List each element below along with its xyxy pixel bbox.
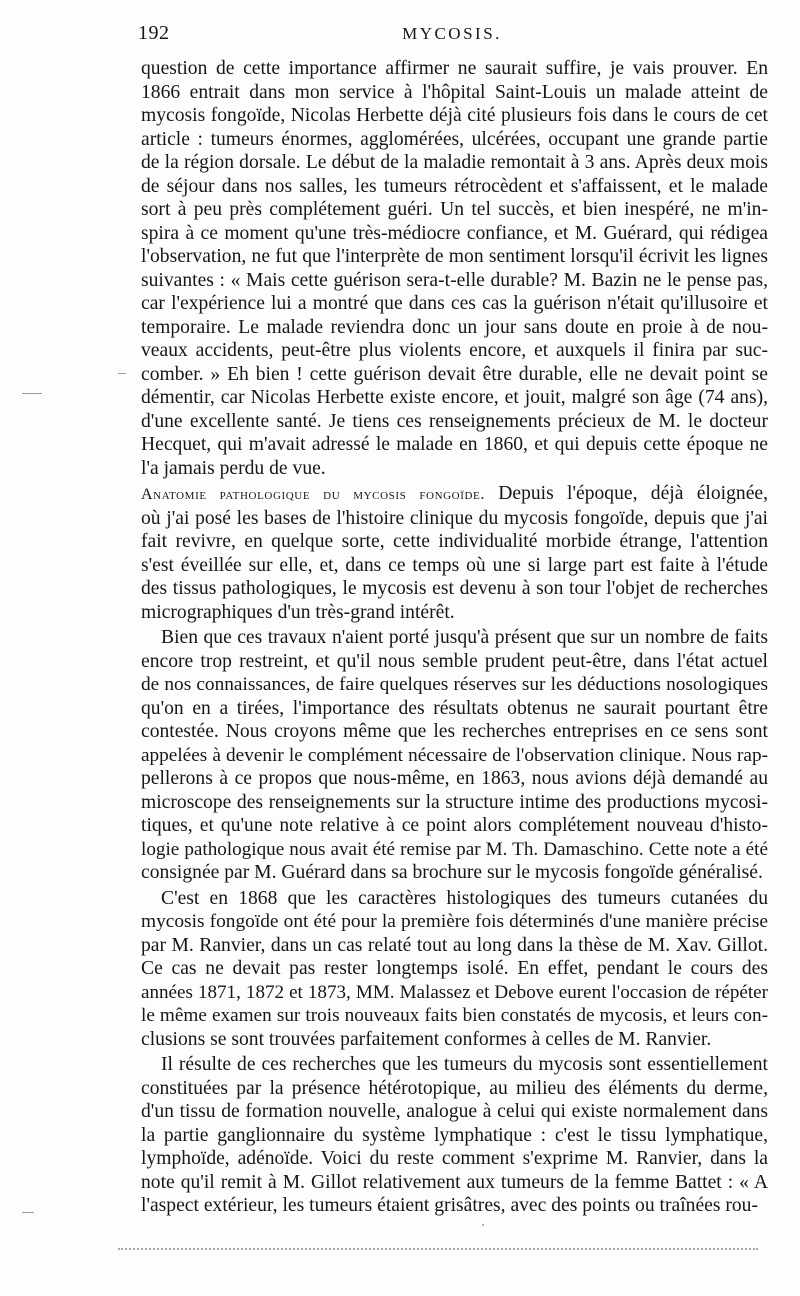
text-line: le même examen sur trois nouveaux faits bien constatés de mycosis, et leurs con- — [141, 1005, 768, 1026]
text-line: constituées par la présence hétérotopique, au milieu des éléments du derme, — [141, 1077, 768, 1099]
text-line: tiques, et qu'une note relative à ce point alors complétement nouveau d'histo- — [141, 815, 768, 836]
text-line: consignée par M. Guérard dans sa brochure sur le mycosis fongoïde généralisé. — [141, 862, 763, 883]
paragraph — [141, 626, 768, 885]
text-line: de la région dorsale. Le début de la maladie remontait à 3 ans. Après deux mois — [141, 152, 768, 173]
text-line: l'observation, ne fut que l'interprète de mon sentiment lorsqu'il écrivit les lignes — [141, 246, 768, 267]
text-line: spira à ce moment qu'une très-médiocre confiance, et M. Guérard, qui rédigea — [141, 222, 768, 244]
margin-mark — [118, 373, 126, 374]
text-line: des tissus pathologiques, le mycosis est devenu à son tour l'objet de recherches — [141, 578, 768, 599]
text-line: Hecquet, qui m'avait adressé le malade en 1860, et qui depuis cette époque ne — [141, 434, 768, 455]
paragraph — [141, 57, 768, 480]
ink-speck — [482, 1224, 484, 1226]
text-line: de nos connaissances, de faire quelques réserves sur les déductions nosologiques — [141, 674, 768, 695]
text-line: mycosis fongoïde, Nicolas Herbette déjà cité plusieurs fois dans le cours de cet — [141, 105, 768, 126]
text-line: l'a jamais perdu de vue. — [141, 457, 326, 479]
text-line: la partie ganglionnaire du système lymphatique : c'est le tissu lymphatique, — [141, 1124, 768, 1146]
page-header — [138, 22, 766, 50]
footer-rule — [118, 1248, 758, 1250]
text-line: encore trop restreint, et qu'il nous semble prudent peut-être, dans l'état actuel — [141, 650, 768, 672]
text-line: pellerons à ce propos que nous-même, en 1863, nous avions déjà demandé au — [141, 768, 768, 789]
text-line: de séjour dans nos salles, les tumeurs rétrocèdent et s'affaissent, et le malade — [141, 175, 768, 197]
text-line: années 1871, 1872 et 1873, MM. Malassez et Debove eurent l'occasion de répéter — [141, 981, 768, 1003]
text-line-rest: Depuis l'époque, déjà éloignée, — [484, 483, 768, 504]
text-line: article : tumeurs énormes, agglomérées, ulcérées, occupant une grande partie — [141, 128, 768, 150]
text-line: mycosis fongoïde ont été pour la première fois déterminés d'une manière précise — [141, 911, 768, 932]
body-text — [141, 57, 768, 1220]
text-line: veaux accidents, peut-être plus violents encore, et auxquels il finira par suc- — [141, 340, 768, 361]
text-line: fait revivre, en quelque sorte, cette individualité morbide étrange, l'attention — [141, 531, 768, 552]
text-line: suivantes : « Mais cette guérison sera-t-elle durable? M. Bazin ne le pense pas, — [141, 269, 768, 291]
text-line: Il résulte de ces recherches que les tumeurs du mycosis sont essentiellement — [161, 1054, 768, 1075]
text-line: 1866 entrait dans mon service à l'hôpital Saint-Louis un malade atteint de — [141, 81, 768, 103]
text-line: comber. » Eh bien ! cette guérison devait être durable, elle ne devait point se — [141, 363, 768, 385]
text-line: contestée. Nous croyons même que les recherches entreprises en ce sens sont — [141, 721, 768, 742]
text-line: sort à peu près complétement guéri. Un tel succès, et bien inespéré, ne m'in- — [141, 199, 768, 220]
text-line: note qu'il remit à M. Gillot relativement aux tumeurs de la femme Battet : « A — [141, 1171, 768, 1193]
text-line: démentir, car Nicolas Herbette existe encore, et jouit, malgré son âge (74 ans), — [141, 387, 768, 408]
text-line: clusions se sont trouvées parfaitement conformes à celles de M. Ranvier. — [141, 1028, 712, 1050]
text-line: d'une excellente santé. Je tiens ces renseignements précieux de M. le docteur — [141, 410, 768, 432]
text-line: appelées à devenir le complément nécessaire de l'observation clinique. Nous rap- — [141, 744, 768, 766]
text-line: car l'expérience lui a montré que dans ces cas la guérison n'était qu'illusoire et — [141, 293, 768, 314]
text-line: par M. Ranvier, dans un cas relaté tout au long dans la thèse de M. Xav. Gillot. — [141, 934, 768, 956]
text-line: l'aspect extérieur, les tumeurs étaient grisâtres, avec des points ou traînées rou- — [141, 1195, 759, 1216]
text-line: C'est en 1868 que les caractères histologiques des tumeurs cutanées du — [161, 887, 768, 909]
margin-mark — [22, 393, 42, 394]
paragraph — [141, 887, 768, 1052]
margin-mark — [22, 1212, 34, 1213]
text-line: logie pathologique nous avait été remise par M. Th. Damaschino. Cette note a été — [141, 838, 768, 860]
text-line: Bien que ces travaux n'aient porté jusqu'à présent que sur un nombre de faits — [161, 627, 768, 648]
text-line: d'un tissu de formation nouvelle, analogue à celui qui existe normalement dans — [141, 1101, 768, 1122]
text-line — [141, 482, 768, 507]
text-line: micrographiques d'un très-grand intérêt. — [141, 601, 455, 623]
running-title: MYCOSIS. — [402, 24, 502, 43]
paragraph — [141, 482, 768, 624]
text-line: qu'on en a tirées, l'importance des résultats obtenus ne saurait pourtant être — [141, 697, 768, 719]
paragraph — [141, 1053, 768, 1218]
page-number: 192 — [138, 22, 170, 44]
section-heading: Anatomie pathologique du mycosis fongoïde. — [141, 486, 485, 503]
text-line: question de cette importance affirmer ne saurait suffire, je vais prouver. En — [141, 58, 768, 79]
text-line: temporaire. Le malade reviendra donc un jour sans doute en proie à de nou- — [141, 316, 768, 338]
text-line: Ce cas ne devait pas rester longtemps isolé. En effet, pendant le cours des — [141, 958, 768, 979]
text-line: s'est éveillée sur elle, et, dans ce temps où une si large part est faite à l'étude — [141, 554, 768, 576]
text-line: microscope des renseignements sur la structure intime des productions mycosi- — [141, 791, 768, 813]
text-line: lymphoïde, adénoïde. Voici du reste comment s'exprime M. Ranvier, dans la — [141, 1148, 768, 1169]
text-line: où j'ai posé les bases de l'histoire clinique du mycosis fongoïde, depuis que j'ai — [141, 507, 768, 529]
